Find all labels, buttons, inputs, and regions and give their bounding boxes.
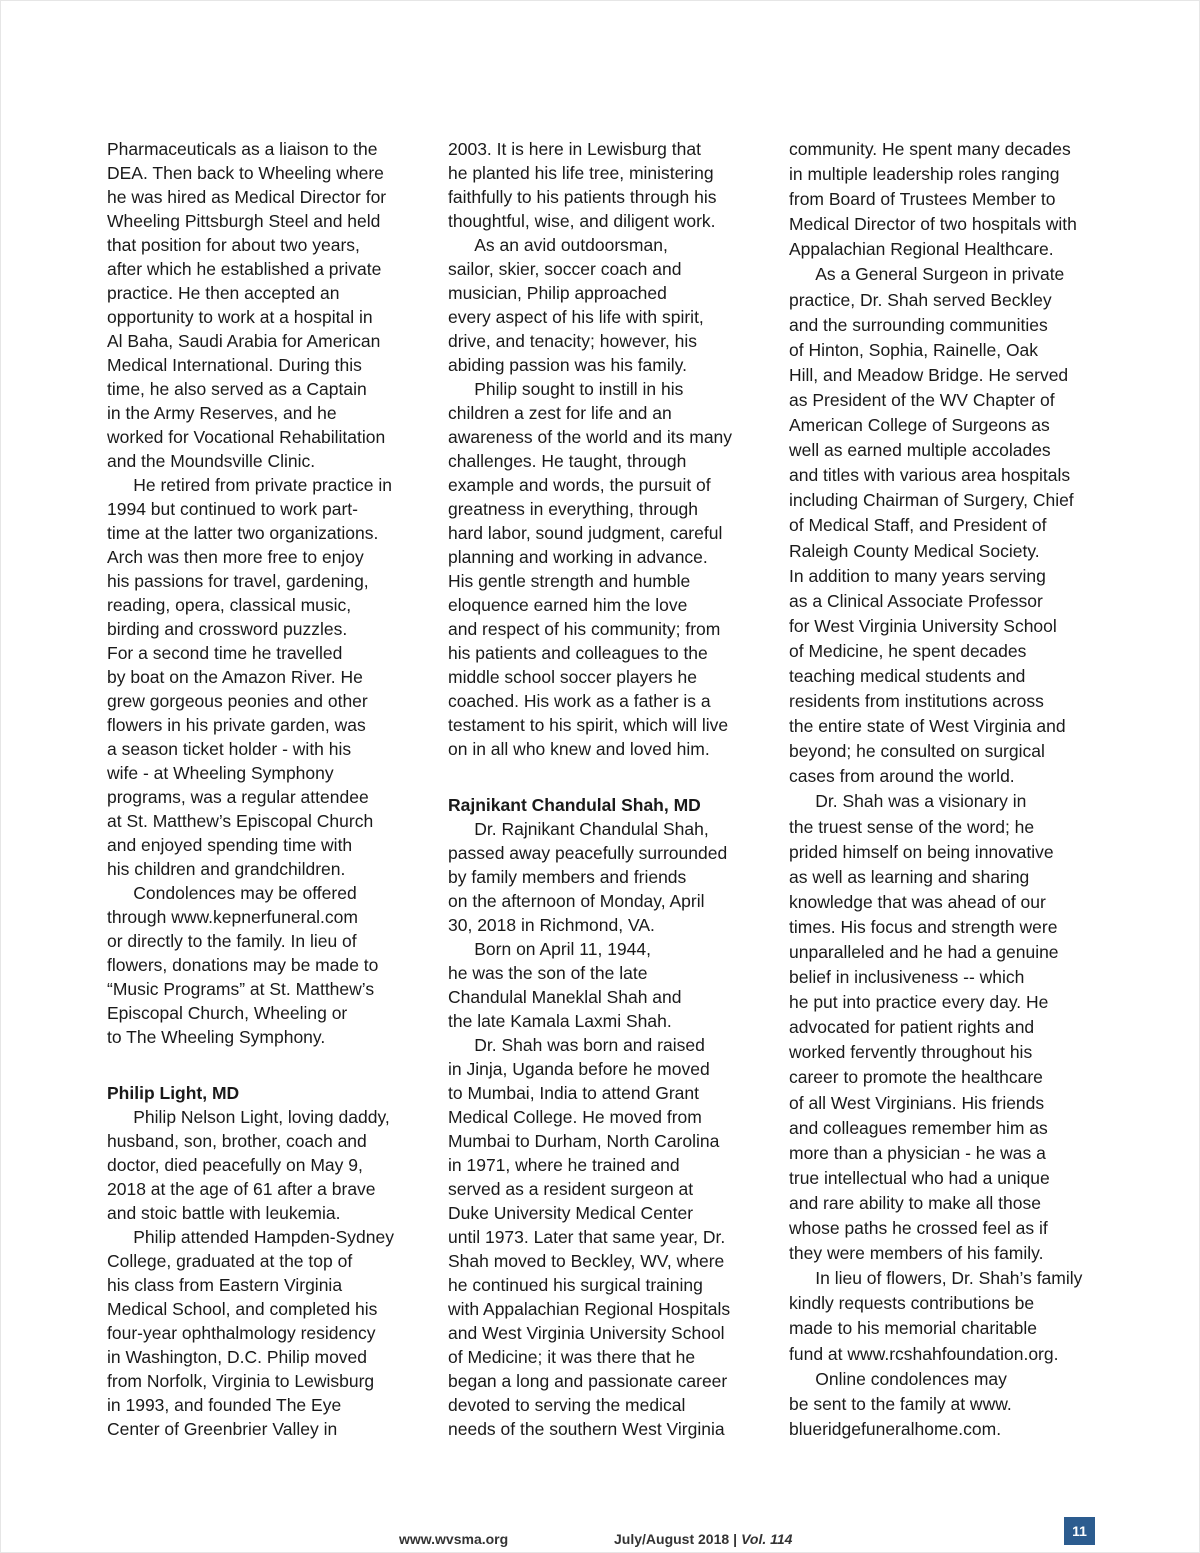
text-line: they were members of his family. [789, 1243, 1044, 1264]
text-line: he continued his surgical training [448, 1275, 703, 1295]
text-line: Hill, and Meadow Bridge. He served [789, 364, 1069, 385]
footer-website: www.wvsma.org [399, 1531, 509, 1547]
text-line: Episcopal Church, Wheeling or [107, 1003, 348, 1023]
text-line: planning and working in advance. [448, 547, 708, 567]
paragraph [789, 1367, 1099, 1442]
text-line: Raleigh County Medical Society. [789, 540, 1040, 561]
text-line: blueridgefuneralhome.com. [789, 1418, 1002, 1439]
text-line: Condolences may be offered [107, 883, 357, 903]
text-line: children a zest for life and an [448, 403, 672, 423]
text-line: his class from Eastern Virginia [107, 1275, 343, 1295]
text-line: In addition to many years serving [789, 565, 1046, 586]
text-line: he was hired as Medical Director for [107, 187, 387, 207]
text-line: worked fervently throughout his [789, 1042, 1033, 1063]
text-line: DEA. Then back to Wheeling where [107, 163, 384, 183]
text-line: fund at www.rcshahfoundation.org. [789, 1343, 1059, 1364]
text-line: knowledge that was ahead of our [789, 891, 1046, 912]
separator: | [733, 1531, 738, 1547]
text-line: grew gorgeous peonies and other [107, 691, 368, 711]
text-line: doctor, died peacefully on May 9, [107, 1155, 363, 1175]
text-line: As an avid outdoorsman, [448, 235, 668, 255]
text-line: of all West Virginians. His friends [789, 1092, 1045, 1113]
text-line: or directly to the family. In lieu of [107, 931, 357, 951]
text-line: teaching medical students and [789, 665, 1026, 686]
text-line: In lieu of flowers, Dr. Shah’s family [789, 1268, 1083, 1289]
text-line: and titles with various area hospitals [789, 465, 1071, 486]
text-line: he was the son of the late [448, 963, 648, 983]
text-line: Dr. Shah was born and raised [448, 1035, 705, 1055]
text-line: 1994 but continued to work part- [107, 499, 358, 519]
text-line: Philip sought to instill in his [448, 379, 684, 399]
paragraph [107, 1105, 407, 1225]
text-line: and stoic battle with leukemia. [107, 1203, 341, 1223]
text-line: drive, and tenacity; however, his [448, 331, 698, 351]
text-line: Al Baha, Saudi Arabia for American [107, 331, 381, 351]
paragraph [448, 817, 758, 937]
text-line: in Washington, D.C. Philip moved [107, 1347, 368, 1367]
text-line: Wheeling Pittsburgh Steel and held [107, 211, 381, 231]
text-line: husband, son, brother, coach and [107, 1131, 367, 1151]
text-line: Medical College. He moved from [448, 1107, 702, 1127]
text-line: by family members and friends [448, 867, 687, 887]
text-line: challenges. He taught, through [448, 451, 687, 471]
text-line: cases from around the world. [789, 766, 1015, 787]
text-line: at St. Matthew’s Episcopal Church [107, 811, 374, 831]
text-line: time, he also served as a Captain [107, 379, 367, 399]
text-line: four-year ophthalmology residency [107, 1323, 376, 1343]
text-line: including Chairman of Surgery, Chief [789, 490, 1074, 511]
text-line: until 1973. Later that same year, Dr. [448, 1227, 726, 1247]
text-line: as well as learning and sharing [789, 866, 1030, 887]
paragraph [448, 937, 758, 1033]
text-line: College, graduated at the top of [107, 1251, 353, 1271]
text-line: to Mumbai, India to attend Grant [448, 1083, 699, 1103]
paragraph [107, 137, 407, 473]
text-line: needs of the southern West Virginia [448, 1419, 725, 1439]
text-line: in the Army Reserves, and he [107, 403, 337, 423]
text-line: Born on April 11, 1944, [448, 939, 651, 959]
text-line: the late Kamala Laxmi Shah. [448, 1011, 672, 1031]
text-line: advocated for patient rights and [789, 1017, 1035, 1038]
text-line: reading, opera, classical music, [107, 595, 352, 615]
text-line: 2003. It is here in Lewisburg that [448, 139, 701, 159]
text-line: served as a resident surgeon at [448, 1179, 694, 1199]
paragraph [448, 1033, 758, 1441]
text-line: well as earned multiple accolades [789, 440, 1051, 461]
text-line: “Music Programs” at St. Matthew’s [107, 979, 375, 999]
text-line: coached. His work as a father is a [448, 691, 711, 711]
text-line: opportunity to work at a hospital in [107, 307, 373, 327]
obituary-heading-philip-light: Philip Light, MD [107, 1083, 240, 1103]
text-line: prided himself on being innovative [789, 841, 1054, 862]
text-line: hard labor, sound judgment, careful [448, 523, 723, 543]
text-line: As a General Surgeon in private [789, 264, 1065, 285]
text-line: as a Clinical Associate Professor [789, 590, 1043, 611]
text-line: on in all who knew and loved him. [448, 739, 710, 759]
text-line: from Board of Trustees Member to [789, 189, 1056, 210]
text-line: his passions for travel, gardening, [107, 571, 369, 591]
text-line: that position for about two years, [107, 235, 360, 255]
text-line: kindly requests contributions be [789, 1293, 1035, 1314]
text-line: Arch was then more free to enjoy [107, 547, 364, 567]
paragraph [789, 1266, 1099, 1366]
text-line: residents from institutions across [789, 691, 1044, 712]
text-line: more than a physician - he was a [789, 1142, 1046, 1163]
text-line: to The Wheeling Symphony. [107, 1027, 326, 1047]
page-number-badge: 11 [1064, 1517, 1095, 1545]
text-line: practice, Dr. Shah served Beckley [789, 289, 1052, 310]
text-line: beyond; he consulted on surgical [789, 741, 1045, 762]
text-line: the entire state of West Virginia and [789, 716, 1066, 737]
text-line: musician, Philip approached [448, 283, 667, 303]
text-line: and respect of his community; from [448, 619, 721, 639]
text-line: Duke University Medical Center [448, 1203, 694, 1223]
text-line: wife - at Wheeling Symphony [107, 763, 334, 783]
text-line: Dr. Rajnikant Chandulal Shah, [448, 819, 709, 839]
text-line: Dr. Shah was a visionary in [789, 791, 1027, 812]
paragraph [789, 137, 1099, 262]
obituary-heading-rajnikant-shah: Rajnikant Chandulal Shah, MD [448, 795, 701, 815]
text-line: Medical Director of two hospitals with [789, 214, 1077, 235]
text-line: testament to his spirit, which will live [448, 715, 729, 735]
text-line: and enjoyed spending time with [107, 835, 353, 855]
text-line: Philip attended Hampden-Sydney [107, 1227, 394, 1247]
paragraph [448, 137, 758, 233]
text-line: in 1993, and founded The Eye [107, 1395, 342, 1415]
text-line: for West Virginia University School [789, 615, 1057, 636]
text-line: by boat on the Amazon River. He [107, 667, 363, 687]
text-line: flowers in his private garden, was [107, 715, 366, 735]
column-2 [448, 137, 758, 1441]
text-line: thoughtful, wise, and diligent work. [448, 211, 716, 231]
text-line: passed away peacefully surrounded [448, 843, 728, 863]
text-line: from Norfolk, Virginia to Lewisburg [107, 1371, 375, 1391]
text-line: and rare ability to make all those [789, 1192, 1041, 1213]
text-line: and colleagues remember him as [789, 1117, 1048, 1138]
text-line: Medical International. During this [107, 355, 362, 375]
text-line: of Hinton, Sophia, Rainelle, Oak [789, 339, 1039, 360]
text-line: He retired from private practice in [107, 475, 392, 495]
text-line: and the surrounding communities [789, 314, 1048, 335]
text-line: For a second time he travelled [107, 643, 343, 663]
paragraph [789, 262, 1099, 789]
section-gap [448, 761, 758, 793]
text-line: began a long and passionate career [448, 1371, 728, 1391]
text-line: a season ticket holder - with his [107, 739, 352, 759]
text-line: in Jinja, Uganda before he moved [448, 1059, 710, 1079]
paragraph [448, 233, 758, 377]
text-line: birding and crossword puzzles. [107, 619, 348, 639]
text-line: His gentle strength and humble [448, 571, 691, 591]
text-line: flowers, donations may be made to [107, 955, 379, 975]
text-line: of Medical Staff, and President of [789, 515, 1047, 536]
footer-issue [614, 1531, 792, 1547]
text-line: in 1971, where he trained and [448, 1155, 680, 1175]
text-line: abiding passion was his family. [448, 355, 687, 375]
text-line: American College of Surgeons as [789, 415, 1050, 436]
text-line: his patients and colleagues to the [448, 643, 708, 663]
text-line: Pharmaceuticals as a liaison to the [107, 139, 378, 159]
text-line: sailor, skier, soccer coach and [448, 259, 682, 279]
text-line: worked for Vocational Rehabilitation [107, 427, 386, 447]
issue-date: July/August 2018 [614, 1531, 730, 1547]
text-line: the truest sense of the word; he [789, 816, 1035, 837]
paragraph [789, 789, 1099, 1266]
text-line: as President of the WV Chapter of [789, 389, 1055, 410]
text-line: Chandulal Maneklal Shah and [448, 987, 682, 1007]
paragraph [107, 473, 407, 881]
text-line: Shah moved to Beckley, WV, where [448, 1251, 725, 1271]
text-line: time at the latter two organizations. [107, 523, 379, 543]
text-line: awareness of the world and its many [448, 427, 733, 447]
text-line: Appalachian Regional Healthcare. [789, 239, 1054, 260]
paragraph [107, 881, 407, 1049]
paragraph [448, 377, 758, 761]
text-line: every aspect of his life with spirit, [448, 307, 704, 327]
text-line: he planted his life tree, ministering [448, 163, 714, 183]
text-line: career to promote the healthcare [789, 1067, 1043, 1088]
text-line: community. He spent many decades [789, 139, 1071, 159]
text-line: eloquence earned him the love [448, 595, 688, 615]
section-gap [107, 1049, 407, 1081]
text-line: in multiple leadership roles ranging [789, 164, 1060, 185]
text-line: after which he established a private [107, 259, 382, 279]
text-line: Center of Greenbrier Valley in [107, 1419, 338, 1439]
text-line: and West Virginia University School [448, 1323, 725, 1343]
text-line: greatness in everything, through [448, 499, 699, 519]
volume: Vol. 114 [741, 1531, 793, 1547]
text-line: times. His focus and strength were [789, 916, 1058, 937]
text-line: middle school soccer players he [448, 667, 698, 687]
text-line: be sent to the family at www. [789, 1393, 1012, 1414]
text-line: with Appalachian Regional Hospitals [448, 1299, 731, 1319]
text-line: faithfully to his patients through his [448, 187, 717, 207]
text-line: practice. He then accepted an [107, 283, 340, 303]
text-line: Online condolences may [789, 1368, 1007, 1389]
text-line: unparalleled and he had a genuine [789, 942, 1059, 962]
column-1 [107, 137, 407, 1441]
text-line: whose paths he crossed feel as if [789, 1218, 1048, 1239]
text-line: of Medicine; it was there that he [448, 1347, 696, 1367]
text-line: devoted to serving the medical [448, 1395, 686, 1415]
text-line: belief in inclusiveness -- which [789, 967, 1025, 988]
text-line: Mumbai to Durham, North Carolina [448, 1131, 720, 1151]
text-line: example and words, the pursuit of [448, 475, 711, 495]
text-line: Medical School, and completed his [107, 1299, 378, 1319]
text-line: his children and grandchildren. [107, 859, 346, 879]
text-line: on the afternoon of Monday, April [448, 891, 705, 911]
text-line: made to his memorial charitable [789, 1318, 1038, 1339]
text-line: 2018 at the age of 61 after a brave [107, 1179, 376, 1199]
text-line: and the Moundsville Clinic. [107, 451, 316, 471]
text-line: of Medicine, he spent decades [789, 640, 1027, 661]
text-line: true intellectual who had a unique [789, 1167, 1050, 1188]
paragraph [107, 1225, 407, 1441]
text-line: programs, was a regular attendee [107, 787, 369, 807]
text-line: he put into practice every day. He [789, 992, 1049, 1013]
text-line: through www.kepnerfuneral.com [107, 907, 358, 927]
column-3 [789, 137, 1099, 1442]
text-line: 30, 2018 in Richmond, VA. [448, 915, 655, 935]
text-line: Philip Nelson Light, loving daddy, [107, 1107, 390, 1127]
